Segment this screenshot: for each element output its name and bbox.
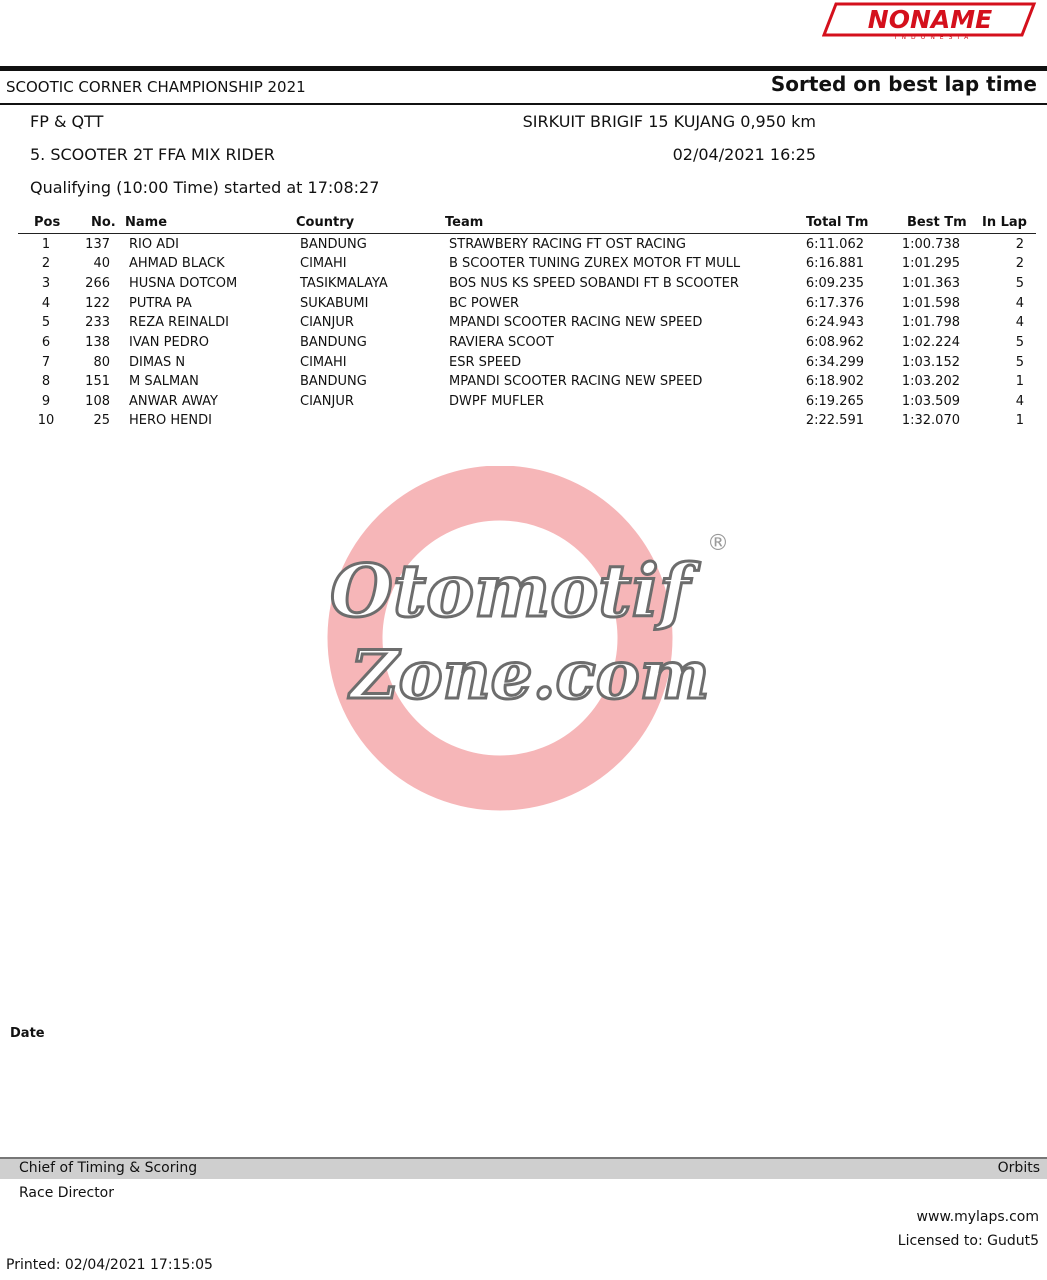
cell-country: CIMAHI — [300, 256, 347, 271]
cell-no: 108 — [85, 394, 110, 409]
date-label: Date — [10, 1026, 45, 1041]
cell-best: 1:03.202 — [901, 374, 960, 389]
cell-total: 6:09.235 — [805, 276, 864, 291]
cell-country: CIMAHI — [300, 355, 347, 370]
cell-country: BANDUNG — [300, 374, 367, 389]
table-row — [0, 394, 1047, 413]
watermark-line1: Otomotif — [330, 548, 690, 633]
cell-team: ESR SPEED — [449, 355, 522, 370]
session-info: Qualifying (10:00 Time) started at 17:08:27 — [30, 178, 380, 197]
cell-pos: 10 — [37, 413, 55, 428]
cell-best: 1:03.509 — [901, 394, 960, 409]
table-row — [0, 315, 1047, 334]
cell-name: IVAN PEDRO — [129, 335, 209, 350]
table-row — [0, 237, 1047, 256]
cell-pos: 7 — [41, 355, 51, 370]
logo-subtext: INDONESIA — [894, 34, 974, 40]
cell-name: RIO ADI — [129, 237, 179, 252]
cell-no: 137 — [85, 237, 110, 252]
cell-best: 1:01.598 — [901, 296, 960, 311]
cell-name: REZA REINALDI — [129, 315, 229, 330]
cell-pos: 4 — [41, 296, 51, 311]
circuit-name: SIRKUIT BRIGIF 15 KUJANG 0,950 km — [522, 112, 816, 131]
cell-inlap: 2 — [1015, 237, 1024, 252]
orbits-label: Orbits — [997, 1160, 1040, 1176]
table-row — [0, 256, 1047, 275]
license-text: Licensed to: Gudut5 — [897, 1233, 1039, 1249]
cell-no: 25 — [93, 413, 110, 428]
cell-inlap: 1 — [1015, 413, 1024, 428]
cell-inlap: 5 — [1015, 335, 1024, 350]
cell-team: MPANDI SCOOTER RACING NEW SPEED — [449, 315, 703, 330]
cell-country: SUKABUMI — [300, 296, 369, 311]
col-header-inlap: In Lap — [982, 215, 1027, 230]
cell-inlap: 2 — [1015, 256, 1024, 271]
table-row — [0, 276, 1047, 295]
cell-team: BC POWER — [449, 296, 520, 311]
cell-total: 6:17.376 — [805, 296, 864, 311]
chief-of-timing-label: Chief of Timing & Scoring — [19, 1160, 198, 1176]
cell-total: 6:11.062 — [805, 237, 864, 252]
col-header-name: Name — [125, 215, 168, 230]
cell-no: 151 — [85, 374, 110, 389]
cell-pos: 2 — [41, 256, 51, 271]
printed-timestamp: Printed: 02/04/2021 17:15:05 — [6, 1257, 213, 1273]
logo-text: NONAME — [867, 5, 993, 34]
cell-name: DIMAS N — [129, 355, 186, 370]
cell-best: 1:00.738 — [901, 237, 960, 252]
cell-no: 266 — [85, 276, 110, 291]
cell-inlap: 5 — [1015, 276, 1024, 291]
cell-name: M SALMAN — [129, 374, 199, 389]
cell-total: 6:16.881 — [805, 256, 864, 271]
noname-indonesia-logo — [822, 2, 1038, 40]
col-header-no: No. — [91, 215, 116, 230]
championship-title: SCOOTIC CORNER CHAMPIONSHIP 2021 — [6, 78, 306, 96]
cell-team: STRAWBERY RACING FT OST RACING — [449, 237, 686, 252]
cell-inlap: 1 — [1015, 374, 1024, 389]
col-header-team: Team — [445, 215, 484, 230]
cell-country: CIANJUR — [300, 315, 354, 330]
cell-inlap: 4 — [1015, 296, 1024, 311]
cell-pos: 3 — [41, 276, 51, 291]
cell-no: 233 — [85, 315, 110, 330]
cell-pos: 6 — [41, 335, 51, 350]
cell-pos: 5 — [41, 315, 51, 330]
col-header-pos: Pos — [34, 215, 61, 230]
cell-team: BOS NUS KS SPEED SOBANDI FT B SCOOTER — [449, 276, 739, 291]
cell-total: 6:08.962 — [805, 335, 864, 350]
cell-team: B SCOOTER TUNING ZUREX MOTOR FT MULL — [449, 256, 741, 271]
table-row — [0, 374, 1047, 393]
cell-no: 80 — [93, 355, 110, 370]
cell-pos: 8 — [41, 374, 51, 389]
cell-inlap: 5 — [1015, 355, 1024, 370]
col-header-best: Best Tm — [907, 215, 967, 230]
cell-name: PUTRA PA — [129, 296, 192, 311]
cell-no: 138 — [85, 335, 110, 350]
cell-total: 2:22.591 — [805, 413, 864, 428]
cell-team: MPANDI SCOOTER RACING NEW SPEED — [449, 374, 703, 389]
cell-name: ANWAR AWAY — [129, 394, 218, 409]
registered-mark-icon: ® — [707, 531, 729, 556]
cell-best: 1:01.363 — [901, 276, 960, 291]
cell-no: 122 — [85, 296, 110, 311]
otomotif-zone-watermark — [300, 466, 750, 816]
cell-country: CIANJUR — [300, 394, 354, 409]
header-subrule — [0, 103, 1047, 105]
cell-country: BANDUNG — [300, 335, 367, 350]
cell-team: DWPF MUFLER — [449, 394, 545, 409]
cell-pos: 1 — [41, 237, 51, 252]
table-row — [0, 335, 1047, 354]
cell-name: AHMAD BLACK — [129, 256, 225, 271]
header-rule — [0, 66, 1047, 71]
cell-total: 6:18.902 — [805, 374, 864, 389]
cell-pos: 9 — [41, 394, 51, 409]
cell-best: 1:01.798 — [901, 315, 960, 330]
watermark-line2: Zone.com — [350, 636, 710, 714]
website-text: www.mylaps.com — [916, 1209, 1039, 1225]
cell-inlap: 4 — [1015, 394, 1024, 409]
table-row — [0, 296, 1047, 315]
cell-name: HERO HENDI — [129, 413, 212, 428]
col-header-country: Country — [296, 215, 355, 230]
cell-inlap: 4 — [1015, 315, 1024, 330]
table-row — [0, 413, 1047, 432]
cell-country: BANDUNG — [300, 237, 367, 252]
col-header-total: Total Tm — [806, 215, 869, 230]
cell-best: 1:01.295 — [901, 256, 960, 271]
cell-best: 1:32.070 — [901, 413, 960, 428]
event-datetime: 02/04/2021 16:25 — [672, 145, 816, 164]
cell-total: 6:24.943 — [805, 315, 864, 330]
cell-best: 1:03.152 — [901, 355, 960, 370]
cell-best: 1:02.224 — [901, 335, 960, 350]
cell-team: RAVIERA SCOOT — [449, 335, 554, 350]
cell-total: 6:19.265 — [805, 394, 864, 409]
cell-total: 6:34.299 — [805, 355, 864, 370]
class-name: 5. SCOOTER 2T FFA MIX RIDER — [30, 145, 275, 164]
event-name: FP & QTT — [30, 112, 104, 131]
sort-label: Sorted on best lap time — [770, 72, 1037, 96]
table-row — [0, 355, 1047, 374]
cell-no: 40 — [93, 256, 110, 271]
table-header-rule — [18, 233, 1036, 234]
cell-country: TASIKMALAYA — [300, 276, 388, 291]
race-director-label: Race Director — [19, 1185, 114, 1201]
cell-name: HUSNA DOTCOM — [129, 276, 238, 291]
